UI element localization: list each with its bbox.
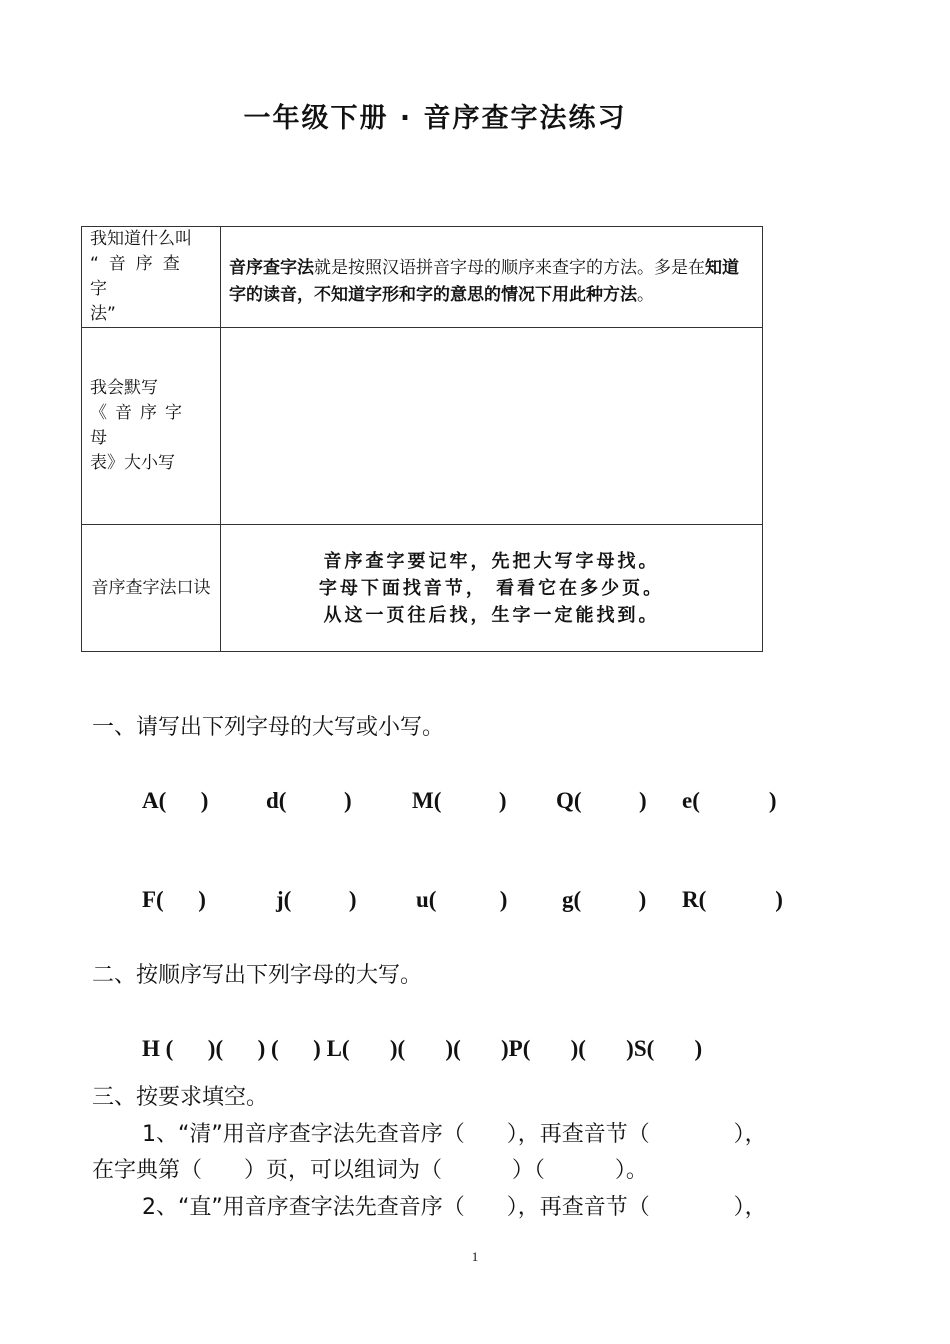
section2-heading: 二、按顺序写出下列字母的大写。 [92, 963, 423, 988]
row-label-dictation [82, 328, 221, 525]
definition-emphasis: 知道字的读音，不知道字形和字的意思的情况下用此种方法 [229, 258, 739, 305]
info-table [81, 226, 763, 652]
letter-blank[interactable]: A( ) [142, 788, 209, 813]
page-title: 一年级下册 · 音序查字法练习 [243, 103, 627, 134]
sequence-blanks[interactable]: H ( )( ) ( ) L( )( )( )P( )( )S( ) [142, 1036, 703, 1061]
table-row [82, 525, 763, 652]
letter-blank[interactable]: d( ) [266, 788, 352, 813]
question-1-line-2[interactable]: 在字典第（ ）页，可以组词为（ ）（ ）。 [92, 1158, 648, 1183]
label-line: 表》大小写 [90, 453, 175, 473]
table-row [82, 227, 763, 328]
letter-blank[interactable]: R( ) [682, 887, 783, 912]
letter-blank[interactable]: F( ) [142, 887, 206, 912]
section3-heading: 三、按要求填空。 [92, 1085, 269, 1110]
label-line: “音序查字 [90, 254, 190, 299]
rhyme-line: 从这一页往后找，生字一定能找到。 [323, 604, 660, 626]
letter-blank[interactable]: e( ) [682, 788, 777, 813]
definition-term: 音序查字法 [229, 258, 314, 278]
label-line: 《音序字母 [90, 403, 190, 448]
letter-blank[interactable]: Q( ) [556, 788, 647, 813]
section1-heading: 一、请写出下列字母的大写或小写。 [92, 715, 445, 740]
label-line: 法” [90, 304, 116, 324]
label-line: 我知道什么叫 [90, 229, 192, 249]
question-1-line-1[interactable]: 1、“清”用音序查字法先查音序（ ），再查音节（ ）， [142, 1122, 767, 1147]
rhyme-line: 字母下面找音节， 看看它在多少页。 [318, 577, 665, 599]
letter-blank[interactable]: j( ) [276, 887, 357, 912]
letter-blank[interactable]: u( ) [416, 887, 508, 912]
rhyme-line: 音序查字要记牢，先把大写字母找。 [323, 550, 660, 572]
table-row [82, 328, 763, 525]
definition-text [229, 255, 754, 309]
dictation-answer-cell[interactable] [221, 328, 763, 525]
rhyme-cell [221, 525, 763, 652]
definition-cell [221, 227, 763, 328]
row-label-rhyme: 音序查字法口诀 [82, 525, 221, 652]
letter-blank[interactable]: g( ) [562, 887, 647, 912]
letter-blank[interactable]: M( ) [412, 788, 507, 813]
definition-body: 就是按照汉语拼音字母的顺序来查字的方法。多是在 [314, 258, 705, 278]
page-number: 1 [471, 1249, 479, 1264]
definition-end: 。 [637, 285, 654, 305]
row-label-definition [82, 227, 221, 328]
label-line: 我会默写 [90, 378, 158, 398]
question-2-line-1[interactable]: 2、“直”用音序查字法先查音序（ ），再查音节（ ）， [142, 1195, 767, 1220]
